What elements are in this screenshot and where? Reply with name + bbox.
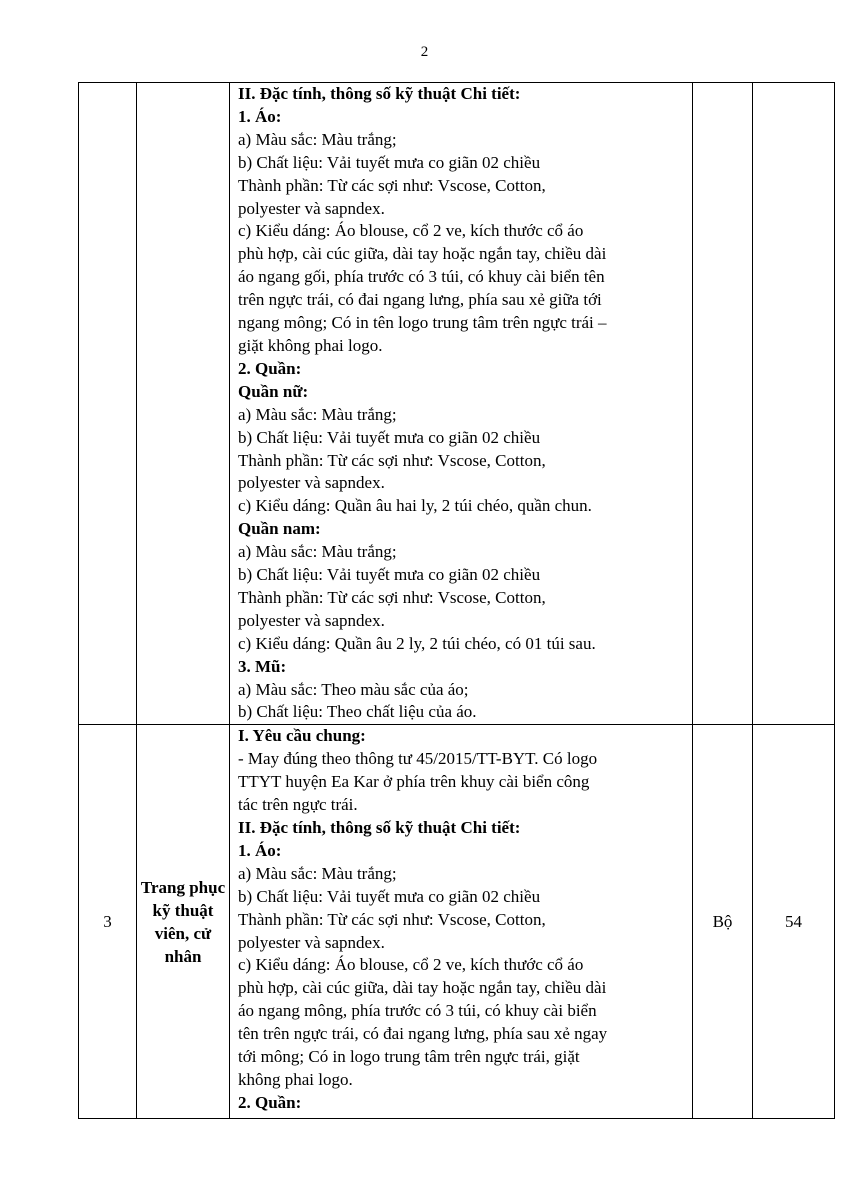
spec-line: a) Màu sắc: Màu trắng; xyxy=(238,542,397,562)
spec-line: tới mông; Có in logo trung tâm trên ngực trái, giặt xyxy=(238,1047,580,1067)
spec-line: c) Kiểu dáng: Áo blouse, cổ 2 ve, kích thước cổ áo xyxy=(238,221,584,241)
spec-line: b) Chất liệu: Vải tuyết mưa co giãn 02 chiều xyxy=(238,152,541,172)
stt-cell: 3 xyxy=(79,725,137,1119)
spec-line: a) Màu sắc: Màu trắng; xyxy=(238,129,397,149)
spec-line: - May đúng theo thông tư 45/2015/TT-BYT. Có logo xyxy=(238,749,598,769)
spec-line: phù hợp, cài cúc giữa, dài tay hoặc ngắn tay, chiều dài xyxy=(238,978,607,998)
spec-line: áo ngang mông, phía trước có 3 túi, có khuy cài biển xyxy=(238,1001,597,1021)
spec-heading: 3. Mũ: xyxy=(238,656,287,676)
spec-heading: I. Yêu cầu chung: xyxy=(238,726,366,746)
spec-line: phù hợp, cài cúc giữa, dài tay hoặc ngắn tay, chiều dài xyxy=(238,244,607,264)
spec-heading: 1. Áo: xyxy=(238,840,282,860)
spec-line: Thành phần: Từ các sợi như: Vscose, Cotton, xyxy=(238,587,546,607)
spec-line: b) Chất liệu: Vải tuyết mưa co giãn 02 chiều xyxy=(238,427,541,447)
spec-line: Thành phần: Từ các sợi như: Vscose, Cotton, xyxy=(238,175,546,195)
spec-line: ngang mông; Có in tên logo trung tâm trên ngực trái – xyxy=(238,313,607,333)
item-name: Trang phục kỹ thuật viên, cử nhân xyxy=(140,877,226,966)
quantity-cell xyxy=(753,83,835,725)
spec-heading: Quần nữ: xyxy=(238,381,309,401)
spec-line: polyester và sapndex. xyxy=(238,932,385,952)
quantity-cell: 54 xyxy=(753,725,835,1119)
spec-line: c) Kiểu dáng: Áo blouse, cổ 2 ve, kích thước cổ áo xyxy=(238,955,584,975)
stt-cell xyxy=(79,83,137,725)
spec-line: b) Chất liệu: Vải tuyết mưa co giãn 02 chiều xyxy=(238,565,541,585)
spec-line: không phai logo. xyxy=(238,1069,353,1089)
spec-table xyxy=(78,82,835,1119)
spec-line: c) Kiểu dáng: Quần âu hai ly, 2 túi chéo, quần chun. xyxy=(238,496,592,516)
spec-line: TTYT huyện Ea Kar ở phía trên khuy cài biển công xyxy=(238,772,590,792)
unit-cell: Bộ xyxy=(693,725,753,1119)
spec-heading: 2. Quần: xyxy=(238,1092,302,1112)
table-row xyxy=(79,725,835,1119)
item-name-cell xyxy=(137,83,230,725)
spec-line: Thành phần: Từ các sợi như: Vscose, Cotton, xyxy=(238,450,546,470)
spec-line: b) Chất liệu: Vải tuyết mưa co giãn 02 chiều xyxy=(238,886,541,906)
spec-heading: Quần nam: xyxy=(238,519,321,539)
item-name-cell xyxy=(137,725,230,1119)
spec-line: a) Màu sắc: Màu trắng; xyxy=(238,863,397,883)
spec-line: b) Chất liệu: Theo chất liệu của áo. xyxy=(238,702,477,722)
spec-heading: II. Đặc tính, thông số kỹ thuật Chi tiết: xyxy=(238,818,521,837)
spec-line: polyester và sapndex. xyxy=(238,473,385,493)
spec-heading: II. Đặc tính, thông số kỹ thuật Chi tiết: xyxy=(238,84,521,103)
spec-line: a) Màu sắc: Màu trắng; xyxy=(238,404,397,424)
page-number: 2 xyxy=(420,44,429,60)
spec-line: giặt không phai logo. xyxy=(238,335,383,355)
spec-line: trên ngực trái, có đai ngang lưng, phía sau xẻ giữa tới xyxy=(238,290,602,310)
spec-line: c) Kiểu dáng: Quần âu 2 ly, 2 túi chéo, có 01 túi sau. xyxy=(238,633,596,653)
spec-line: polyester và sapndex. xyxy=(238,610,385,630)
spec-line: tên trên ngực trái, có đai ngang lưng, phía sau xẻ ngay xyxy=(238,1024,608,1044)
spec-heading: 1. Áo: xyxy=(238,106,282,126)
spec-cell xyxy=(230,83,693,725)
spec-line: áo ngang gối, phía trước có 3 túi, có khuy cài biển tên xyxy=(238,267,605,287)
spec-line: a) Màu sắc: Theo màu sắc của áo; xyxy=(238,679,469,699)
unit-cell xyxy=(693,83,753,725)
spec-cell xyxy=(230,725,693,1119)
spec-heading: 2. Quần: xyxy=(238,358,302,378)
spec-line: polyester và sapndex. xyxy=(238,198,385,218)
spec-line: Thành phần: Từ các sợi như: Vscose, Cotton, xyxy=(238,909,546,929)
table-row xyxy=(79,83,835,725)
spec-line: tác trên ngực trái. xyxy=(238,795,358,815)
